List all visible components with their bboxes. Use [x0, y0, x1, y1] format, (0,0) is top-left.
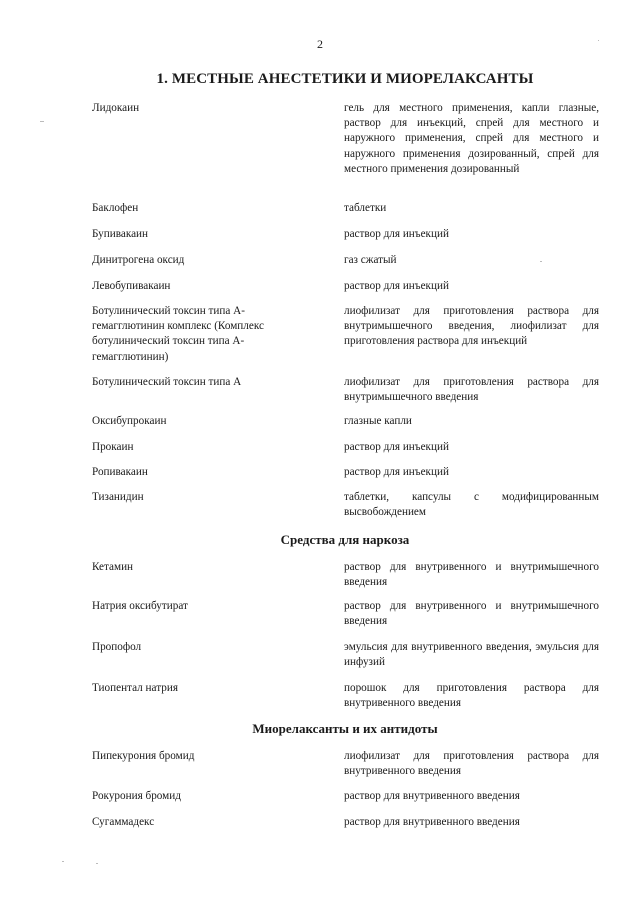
drug-name: Бупивакаин	[92, 228, 149, 240]
scan-speck	[96, 863, 98, 864]
drug-name: Ропивакаин	[92, 466, 148, 478]
drug-name: Лидокаин	[92, 102, 140, 114]
drug-form: лиофилизат для приготовления раствора для внутримышечного введения	[344, 376, 599, 404]
drug-form: раствор для инъекций	[344, 466, 449, 478]
subsection-title-muscle-relaxants: Миорелаксанты и их антидоты	[252, 721, 438, 736]
drug-name: Пропофол	[92, 641, 142, 653]
drug-name: Оксибупрокаин	[92, 415, 167, 427]
scan-speck	[598, 40, 599, 41]
drug-form: раствор для инъекций	[344, 228, 449, 240]
page-number: 2	[317, 37, 323, 51]
drug-name: Динитрогена оксид	[92, 254, 185, 266]
drug-name: Прокаин	[92, 441, 134, 453]
drug-form: таблетки, капсулы с модифицированным высвобождением	[344, 491, 599, 519]
scan-speck	[40, 121, 44, 122]
drug-name: Тизанидин	[92, 491, 144, 503]
drug-form: порошок для приготовления раствора для внутривенного введения	[344, 682, 599, 710]
scan-speck	[540, 261, 542, 262]
drug-name: Кетамин	[92, 561, 134, 573]
drug-name: Натрия оксибутират	[92, 600, 188, 612]
drug-form: гель для местного применения, капли глазные, раствор для инъекций, спрей для местного и наружного применения, спрей для местного и наружного применения дозированный, спрей для местного применения дозированный	[344, 102, 599, 175]
drug-form: раствор для внутривенного введения	[344, 816, 520, 828]
scan-speck	[62, 861, 64, 862]
drug-name: Баклофен	[92, 202, 139, 214]
drug-form: раствор для внутривенного и внутримышечного введения	[344, 561, 599, 589]
drug-form: эмульсия для внутривенного введения, эмульсия для инфузий	[344, 641, 599, 669]
drug-name: Тиопентал натрия	[92, 682, 178, 694]
drug-name: Сугаммадекс	[92, 816, 155, 828]
drug-form: лиофилизат для приготовления раствора для внутримышечного введения, лиофилизат для приготовления раствора для инъекций	[344, 305, 599, 348]
drug-name: Пипекурония бромид	[92, 750, 195, 762]
drug-form: раствор для внутривенного и внутримышечного введения	[344, 600, 599, 628]
drug-name: Левобупивакаин	[92, 280, 171, 292]
drug-form: таблетки	[344, 202, 387, 214]
drug-name: Рокурония бромид	[92, 790, 181, 802]
drug-name: Ботулинический токсин типа А	[92, 376, 242, 388]
section-title: 1. МЕСТНЫЕ АНЕСТЕТИКИ И МИОРЕЛАКСАНТЫ	[156, 71, 534, 87]
subsection-title-anesthesia: Средства для наркоза	[280, 532, 410, 547]
drug-form: раствор для инъекций	[344, 280, 449, 292]
drug-form: лиофилизат для приготовления раствора для внутривенного введения	[344, 750, 599, 778]
drug-form: газ сжатый	[344, 254, 397, 266]
drug-name: Ботулинический токсин типа А-гемагглютинин комплекс (Комплекс ботулинический токсин типа А-гемагглютинин)	[92, 305, 264, 363]
drug-form: глазные капли	[344, 415, 412, 427]
drug-form: раствор для внутривенного введения	[344, 790, 520, 802]
drug-form: раствор для инъекций	[344, 441, 449, 453]
